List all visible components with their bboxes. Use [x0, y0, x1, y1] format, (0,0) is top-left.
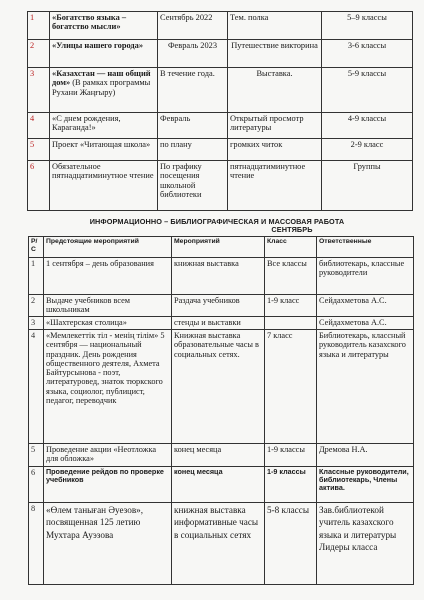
event-date: По графику посещения школьной библиотеки: [158, 161, 228, 211]
event-form: Тем. полка: [228, 12, 322, 40]
table-row: [28, 12, 413, 40]
column-header: Предстоящие мероприятий: [44, 237, 172, 258]
column-header: Мероприятий: [172, 237, 265, 258]
event-title: Проект «Читающая школа»: [50, 139, 158, 161]
table-row: [29, 317, 414, 330]
row-number: 6: [29, 467, 44, 503]
row-number: 6: [28, 161, 50, 211]
table-row: [29, 503, 414, 585]
event-title: [50, 68, 158, 113]
row-number: 1: [29, 258, 44, 295]
event-class: Все классы: [265, 258, 317, 295]
event-responsible: Дремова Н.А.: [317, 444, 414, 467]
table-row: [28, 161, 413, 211]
row-number: 4: [29, 330, 44, 444]
table-row: [28, 40, 413, 68]
table-header-row: [29, 237, 414, 258]
row-number: 5: [28, 139, 50, 161]
event-responsible: Зав.библиотекой учитель казахского языка и литературы Лидеры класса: [317, 503, 414, 585]
event-class: 7 класс: [265, 330, 317, 444]
row-number: 2: [28, 40, 50, 68]
event-title: 1 сентября – день образования: [44, 258, 172, 295]
row-number: 8: [29, 503, 44, 585]
event-responsible: Сейдахметова А.С.: [317, 295, 414, 317]
event-responsible: библиотекарь, классные руководители: [317, 258, 414, 295]
event-responsible: Классные руководители, библиотекарь, Члены актива.: [317, 467, 414, 503]
row-number: 4: [28, 113, 50, 139]
event-audience: 3-6 классы: [322, 40, 413, 68]
event-audience: 5–9 классы: [322, 12, 413, 40]
table-row: [29, 444, 414, 467]
event-audience: 4-9 классы: [322, 113, 413, 139]
event-form: Путешествие викторина: [228, 40, 322, 68]
column-header: Класс: [265, 237, 317, 258]
event-title: «Шахтерская столица»: [44, 317, 172, 330]
row-number: 2: [29, 295, 44, 317]
event-form: громких читок: [228, 139, 322, 161]
row-number: 3: [28, 68, 50, 113]
event-audience: 2-9 класс: [322, 139, 413, 161]
event-class: 1-9 классы: [265, 467, 317, 503]
section-title: ИНФОРМАЦИОННО – БИБЛИОГРАФИЧЕСКАЯ И МАССОВАЯ РАБОТА: [89, 217, 345, 226]
table-row: [29, 258, 414, 295]
event-form: книжная выставка информативные часы в социальных сетях: [172, 503, 265, 585]
event-date: по плану: [158, 139, 228, 161]
table-row: [29, 330, 414, 444]
event-date: В течение года.: [158, 68, 228, 113]
event-class: [265, 317, 317, 330]
section-month: СЕНТЯБРЬ: [271, 225, 313, 235]
event-audience: 5-9 классы: [322, 68, 413, 113]
event-class: 5-8 классы: [265, 503, 317, 585]
table-row: [28, 139, 413, 161]
event-title-note: (В рамках программы Рухани Жаңғыру): [52, 78, 151, 97]
event-date: Февраль: [158, 113, 228, 139]
event-form: Раздача учебников: [172, 295, 265, 317]
event-responsible: Сейдахметова А.С.: [317, 317, 414, 330]
table-row: [28, 68, 413, 113]
events-table-september: [28, 236, 414, 585]
event-class: 1-9 классы: [265, 444, 317, 467]
events-table-top: [27, 11, 413, 211]
event-form: конец месяца: [172, 444, 265, 467]
row-number: 1: [28, 12, 50, 40]
event-form: Книжная выставка образовательные часы в социальных сетях.: [172, 330, 265, 444]
event-audience: Группы: [322, 161, 413, 211]
event-form: Выставка.: [228, 68, 322, 113]
table-row: [28, 113, 413, 139]
event-form: книжная выставка: [172, 258, 265, 295]
event-form: стенды и выставки: [172, 317, 265, 330]
event-form: конец месяца: [172, 467, 265, 503]
event-title: «Мемлекеттік тіл - менің тілім» 5 сентября — национальный праздник. День рождения общественного деятеля, Ахмета Байтурсынова - поэт, литературовед, знаток тюркского языка, социолог, публицист, педагог, переводчик: [44, 330, 172, 444]
event-title-main: «Казахстан — наш общий дом»: [52, 69, 151, 88]
event-title: Выдаче учебников всем школьникам: [44, 295, 172, 317]
column-header: Р/С: [29, 237, 44, 258]
event-title: Обязательное пятнадцатиминутное чтение: [50, 161, 158, 211]
event-date: Февраль 2023: [158, 40, 228, 68]
section-heading: [20, 218, 414, 235]
table-row: [29, 467, 414, 503]
event-title: «Улицы нашего города»: [50, 40, 158, 68]
event-form: пятнадцатиминутное чтение: [228, 161, 322, 211]
event-title: «Богатство языка – богатство мысли»: [50, 12, 158, 40]
event-responsible: Библиотекарь, классный руководитель казахского языка и литературы: [317, 330, 414, 444]
event-date: Сентябрь 2022: [158, 12, 228, 40]
row-number: 5: [29, 444, 44, 467]
event-title: «С днем рождения, Караганда!»: [50, 113, 158, 139]
event-title: Проведение акции «Неотложка для обложка»: [44, 444, 172, 467]
event-title: «Өлем таныған Әуезов», посвященная 125 летию Мухтара Ауэзова: [44, 503, 172, 585]
event-class: 1-9 класс: [265, 295, 317, 317]
column-header: Ответственные: [317, 237, 414, 258]
event-title: Проведение рейдов по проверке учебников: [44, 467, 172, 503]
row-number: 3: [29, 317, 44, 330]
event-form: Открытый просмотр литературы: [228, 113, 322, 139]
table-row: [29, 295, 414, 317]
